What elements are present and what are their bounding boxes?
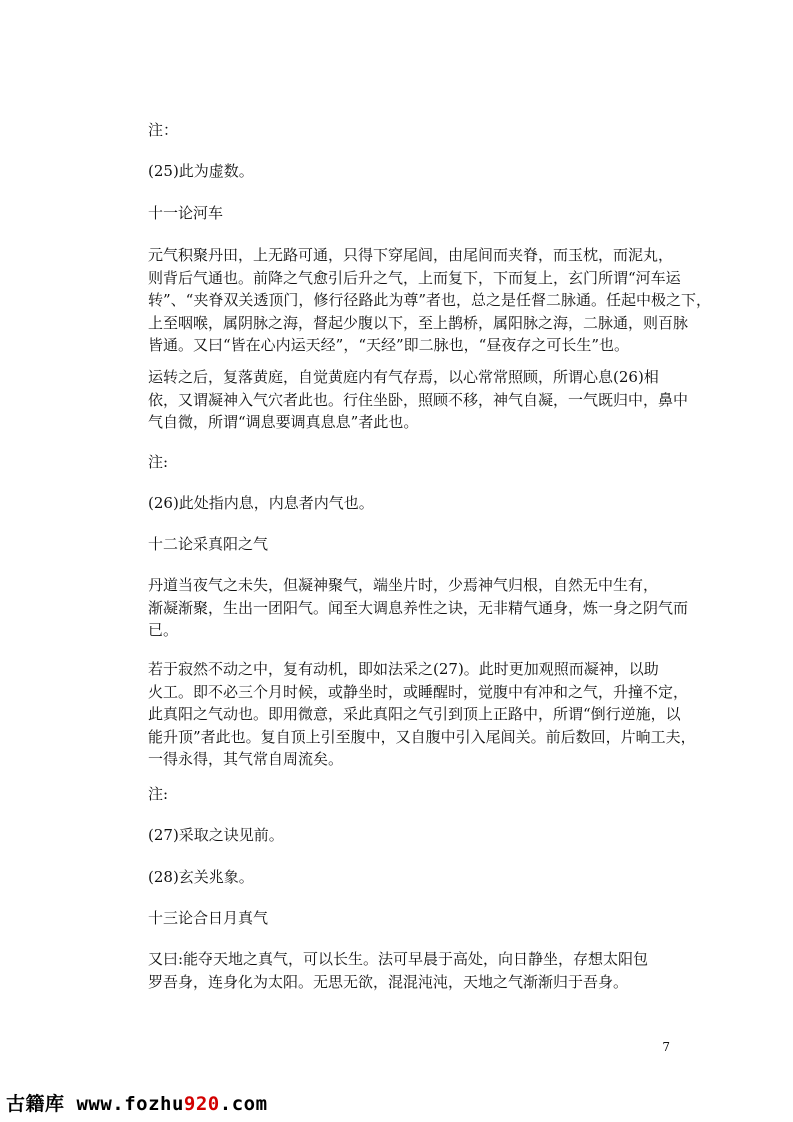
url-number: 920 [183,1093,220,1115]
site-url [76,1093,267,1115]
site-watermark [6,1089,268,1116]
footnote: (25)此为虚数。 [148,162,254,180]
section-heading: 十三论合日月真气 [148,909,269,927]
footnote: (26)此处指内息，内息者内气也。 [148,494,374,512]
section-heading: 十二论采真阳之气 [148,535,269,553]
url-prefix: www.fozhu [76,1093,184,1115]
page-number: 7 [662,1040,670,1054]
note-label: 注： [148,121,179,139]
body-paragraph: 若于寂然不动之中，复有动机，即如法采之(27)。此时更加观照而凝神，以助 火工。即不必三个月时候，或静坐时，或睡醒时，觉腹中有冲和之气，升撞不定， 此真阳之气动也。即用微意，采此真阳之气引到顶上正路中，所谓“倒行逆施，以 能升顶”者此也。复自顶上引至腹中，又自腹中引入尾闾关。前后数回，片晌工夫， 一得永得，其气常自周流矣。 [148,660,696,768]
body-paragraph: 丹道当夜气之未失，但凝神聚气，端坐片时，少焉神气归根，自然无中生有， 渐凝渐聚，生出一团阳气。闻至大调息养性之诀，无非精气通身，炼一身之阴气而 已。 [148,576,689,639]
note-label: 注: [148,785,169,803]
footnote: (27)采取之诀见前。 [148,826,284,844]
footnote: (28)玄关兆象。 [148,868,254,886]
note-label: 注: [148,453,169,471]
body-paragraph: 元气积聚丹田，上无路可通，只得下穿尾闾，由尾间而夹脊，而玉枕，而泥丸， 则背后气通也。前降之气愈引后升之气，上而复下，下而复上，玄门所谓“河车运 转”、“夹脊双关透顶门，修行径路此为尊”者也，总之是任督二脉通。任起中极之下， 上至咽喉，属阴脉之海，督起少腹以下，至上鹊桥，属阳脉之海，二脉通，则百脉 皆通。又曰“皆在心内运天经”，“天经”即二脉也，“昼夜存之可长生”也。 [148,246,712,354]
url-suffix: .com [219,1093,268,1115]
section-heading: 十一论河车 [148,204,224,222]
body-paragraph: 又曰:能夺天地之真气，可以长生。法可早晨于高处，向日静坐，存想太阳包 罗吾身，连身化为太阳。无思无欲，混混沌沌，天地之气渐渐归于吾身。 [148,950,649,991]
site-name: 古籍库 [6,1093,65,1115]
body-paragraph: 运转之后，复落黄庭，自觉黄庭内有气存焉，以心常常照顾，所谓心息(26)相 依，又谓凝神入气穴者此也。行住坐卧，照顾不移，神气自凝，一气既归中，鼻中 气自微，所谓“调息要调真息息”者此也。 [148,368,689,431]
